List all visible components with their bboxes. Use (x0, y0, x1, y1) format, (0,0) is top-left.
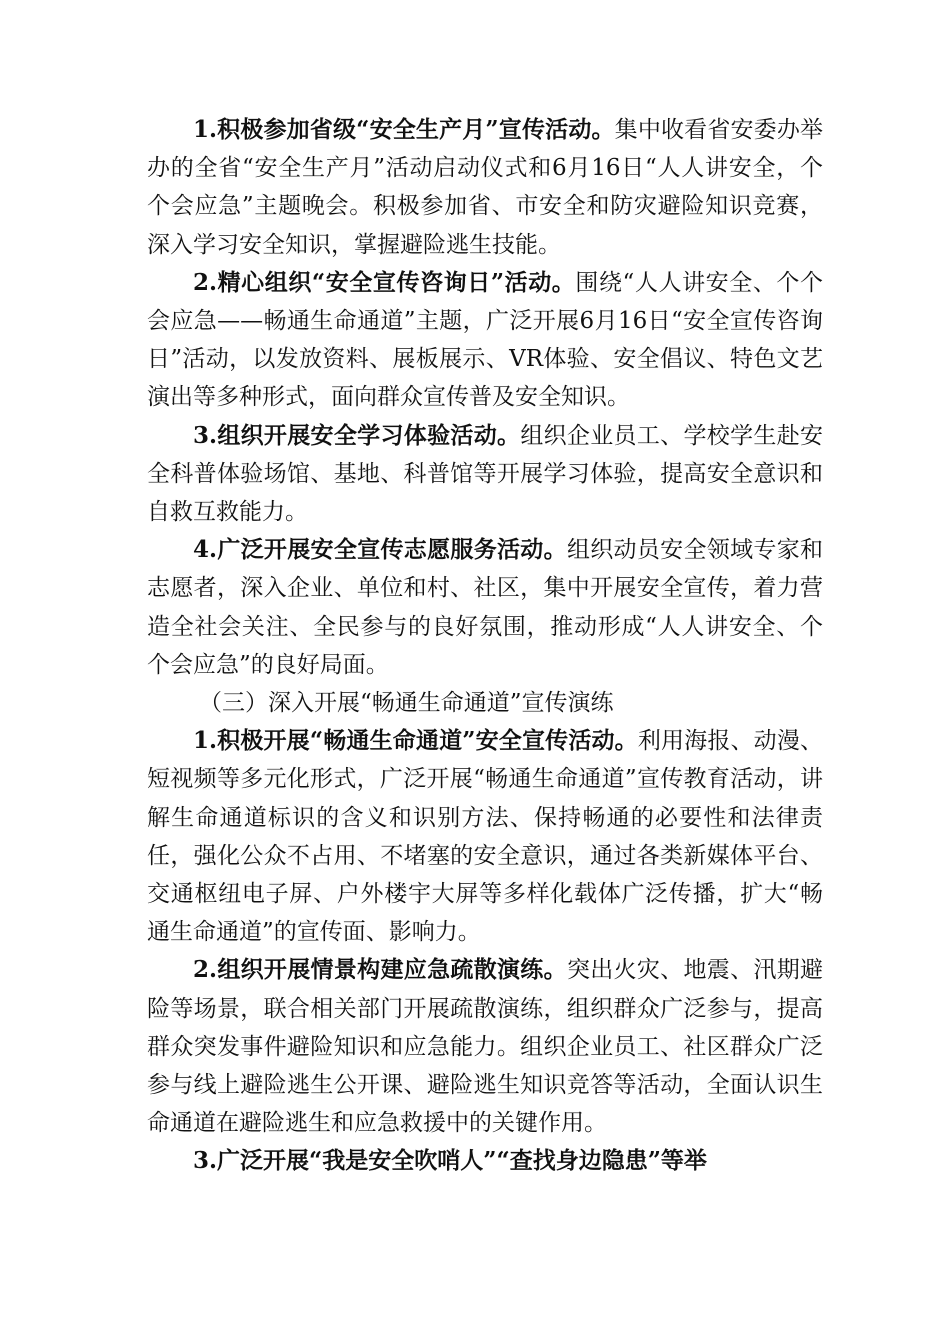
paragraph-2-lead: 2.精心组织“安全宣传咨询日”活动。 (193, 268, 576, 296)
paragraph-2-text: 围绕“人人讲安全、个个会应急——畅通生命通道”主题，广泛开展6月16日“安全宣传咨询日”活动，以发放资料、展板展示、VR体验、安全倡议、特色文艺演出等多种形式，面向群众宣传普及安全知识。 (147, 269, 823, 411)
paragraph-4 (147, 531, 823, 684)
paragraph-4-lead: 4.广泛开展安全宣传志愿服务活动。 (193, 536, 567, 564)
document-page (147, 111, 823, 1181)
paragraph-7 (147, 1142, 823, 1180)
paragraph-3 (147, 417, 823, 532)
paragraph-5-lead: 1.积极开展“畅通生命通道”安全宣传活动。 (193, 727, 638, 755)
paragraph-4-text: 组织动员安全领域专家和志愿者，深入企业、单位和村、社区，集中开展安全宣传，着力营造全社会关注、全民参与的良好氛围，推动形成“人人讲安全、个个会应急”的良好局面。 (147, 537, 824, 678)
paragraph-1-text: 集中收看省安委办举办的全省“安全生产月”活动启动仪式和6月16日“人人讲安全，个个会应急”主题晚会。积极参加省、市安全和防灾避险知识竞赛，深入学习安全知识，掌握避险逃生技能。 (147, 117, 823, 258)
paragraph-2 (147, 264, 823, 417)
paragraph-7-lead: 3.广泛开展“我是安全吹哨人”“查找身边隐患”等举 (193, 1147, 707, 1175)
paragraph-6-text: 突出火灾、地震、汛期避险等场景，联合相关部门开展疏散演练，组织群众广泛参与，提高群众突发事件避险知识和应急能力。组织企业员工、社区群众广泛参与线上避险逃生公开课、避险逃生知识竞答等活动，全面认识生命通道在避险逃生和应急救援中的关键作用。 (147, 957, 824, 1137)
paragraph-1 (147, 111, 823, 264)
paragraph-6-lead: 2.组织开展情景构建应急疏散演练。 (193, 956, 567, 984)
paragraph-3-lead: 3.组织开展安全学习体验活动。 (193, 421, 521, 449)
paragraph-5-text: 利用海报、动漫、短视频等多元化形式，广泛开展“畅通生命通道”宣传教育活动，讲解生命通道标识的含义和识别方法、保持畅通的必要性和法律责任，强化公众不占用、不堵塞的安全意识，通过各类新媒体平台、交通枢纽电子屏、户外楼宇大屏等多样化载体广泛传播，扩大“畅通生命通道”的宣传面、影响力。 (147, 728, 823, 946)
paragraph-6 (147, 951, 823, 1142)
paragraph-1-lead: 1.积极参加省级“安全生产月”宣传活动。 (193, 116, 615, 143)
section-heading: （三）深入开展“畅通生命通道”宣传演练 (199, 690, 614, 717)
paragraph-5 (147, 722, 823, 951)
paragraph-3-text: 组织企业员工、学校学生赴安全科普体验场馆、基地、科普馆等开展学习体验，提高安全意识和自救互救能力。 (147, 422, 823, 526)
